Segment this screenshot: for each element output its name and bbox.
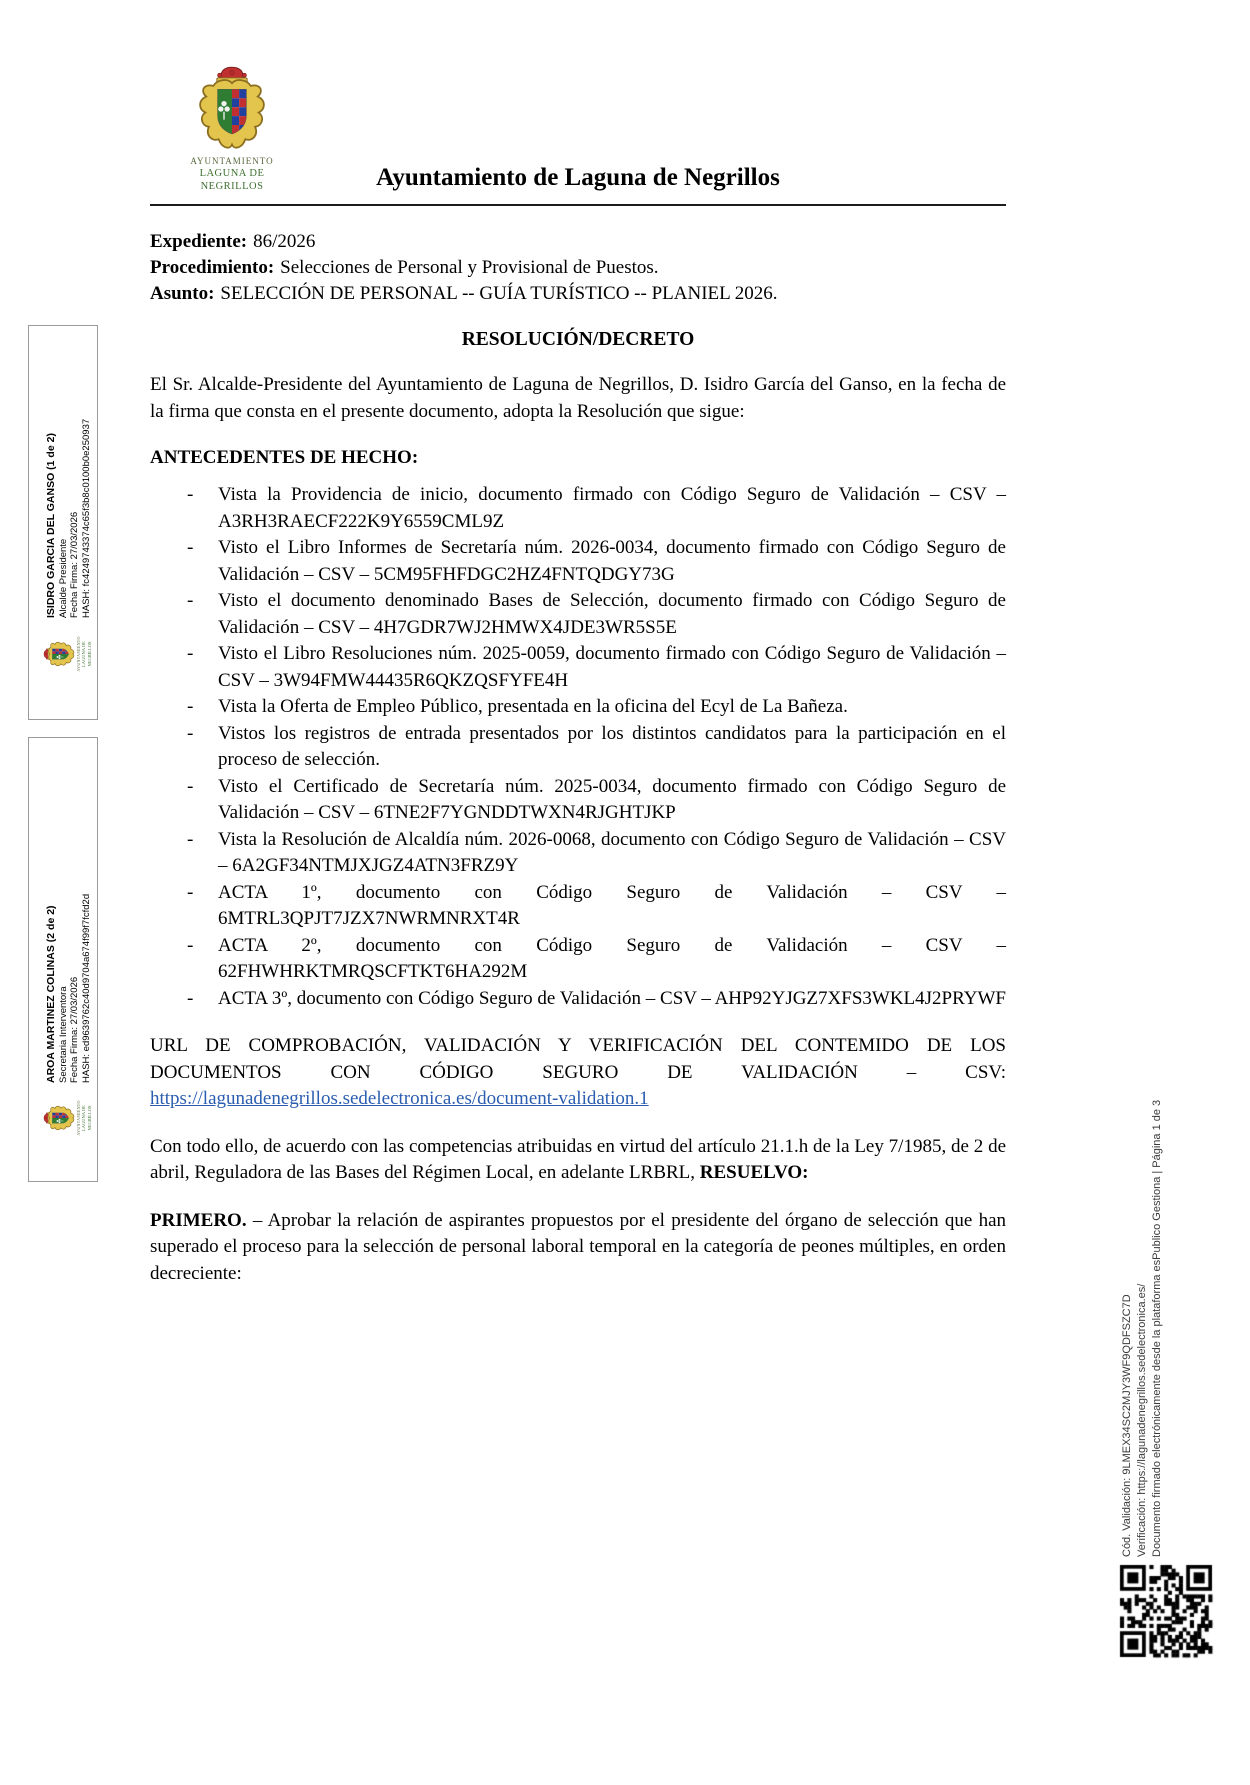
antecedente-text: Vistos los registros de entrada presentados por los distintos candidatos para la participación en el proceso de selección. [218, 722, 1006, 770]
antecedente-item [150, 986, 1006, 1013]
doc-type-heading: RESOLUCIÓN/DECRETO [461, 329, 695, 350]
signature-crest-caption: AYUNTAMIENTO [76, 1100, 81, 1136]
coat-of-arms-icon [43, 1103, 76, 1133]
primero-text: – Aprobar la relación de aspirantes propuestos por el presidente del órgano de selección que han superado el proceso para la selección de personal laboral temporal en la categoría de peones múltiples, en orden decreciente: [150, 1209, 1007, 1284]
page-title: Ayuntamiento de Laguna de Negrillos [376, 164, 780, 191]
coat-of-arms-icon [43, 639, 76, 669]
verification-url-line: Verificación: https://lagunadenegrillos.sedelectronica.es/ [1136, 1283, 1148, 1557]
signature-block-2 [28, 737, 98, 1182]
antecedente-text: Visto el Certificado de Secretaría núm. 2025-0034, documento firmado con Código Seguro de Validación – CSV – 6TNE2F7YGNDDTWXN4RJGHTJKP [218, 775, 1006, 823]
antecedente-text: ACTA 1º, documento con Código Seguro de Validación – CSV – 6MTRL3QPJT7JZX7NWRMNRXT4R [218, 881, 1006, 929]
asunto-line [150, 281, 1006, 307]
primero-label: PRIMERO. [150, 1209, 247, 1231]
antecedente-text: ACTA 2º, documento con Código Seguro de Validación – CSV – 62FHWHRKTMRQSCFTKT6HA292M [218, 934, 1006, 982]
signature-hash: HASH: ed9639762c40d9704a674f99f7fcfd2d [80, 893, 92, 1083]
antecedente-text: Visto el Libro Informes de Secretaría núm. 2026-0034, documento firmado con Código Seguro de Validación – CSV – 5CM95FHFDGC2HZ4FNTQDGY73G [218, 537, 1006, 585]
competencias-text: Con todo ello, de acuerdo con las competencias atribuidas en virtud del artículo 21.1.h de la Ley 7/1985, de 2 de abril, Reguladora de las Bases del Régimen Local, en adelante LRBRL, [150, 1135, 1006, 1183]
validation-code-line: Cód. Validación: 9LMEX34SC2MJY3WF9QDFSZC7D [1121, 1294, 1133, 1557]
antecedente-text: ACTA 3º, documento con Código Seguro de Validación – CSV – AHP92YJGZ7XFS3WKL4J2PRYWF [218, 987, 1006, 1009]
list-dash-marker: - [187, 722, 194, 744]
antecedente-item [150, 721, 1006, 774]
list-dash-marker: - [187, 881, 194, 903]
signature-crest-caption: LAGUNA DE NEGRILLOS [81, 641, 92, 667]
primero-paragraph [150, 1208, 1006, 1288]
list-dash-marker: - [187, 775, 194, 797]
signature-crest-caption: AYUNTAMIENTO [76, 636, 81, 672]
signature-block-1 [28, 325, 98, 720]
antecedente-text: Vista la Oferta de Empleo Público, presentada en la oficina del Ecyl de La Bañeza. [218, 696, 848, 717]
antecedentes-list [150, 482, 1006, 1012]
list-dash-marker: - [187, 696, 194, 717]
list-dash-marker: - [187, 643, 194, 664]
platform-page-line: Documento firmado electrónicamente desde la plataforma esPublico Gestiona | Página 1 de 3 [1151, 1099, 1163, 1557]
list-dash-marker: - [187, 484, 194, 505]
antecedente-item [150, 933, 1006, 986]
antecedente-item [150, 641, 1006, 694]
url-paragraph: URL DE COMPROBACIÓN, VALIDACIÓN Y VERIFICACIÓN DEL CONTEMIDO DE LOS DOCUMENTOS CON CÓDIGO SEGURO DE VALIDACIÓN – CSV: [150, 1035, 1006, 1083]
antecedente-item [150, 535, 1006, 588]
procedimiento-line [150, 255, 1006, 281]
procedimiento-value: Selecciones de Personal y Provisional de Puestos. [280, 257, 659, 278]
signature-1-crest [37, 626, 92, 672]
signature-crest-caption: LAGUNA DE NEGRILLOS [81, 1105, 92, 1131]
antecedente-text: Vista la Providencia de inicio, documento firmado con Código Seguro de Validación – CSV – A3RH3RAECF222K9Y6559CML9Z [218, 484, 1006, 532]
document-body [150, 229, 1006, 1287]
antecedente-text: Visto el documento denominado Bases de Selección, documento firmado con Código Seguro de Validación – CSV – 4H7GDR7WJ2HMWX4JDE3WR5S5E [218, 590, 1006, 638]
antecedente-item [150, 482, 1006, 535]
signer-name: AROA MARTINEZ COLINAS (2 de 2) [45, 905, 57, 1083]
antecedente-text: Visto el Libro Resoluciones núm. 2025-0059, documento firmado con Código Seguro de Validación – CSV – 3W94FMW44435R6QKZQSFYFE4H [218, 643, 1006, 691]
logo-caption-line2: LAGUNA DE NEGRILLOS [199, 168, 265, 192]
expediente-value: 86/2026 [253, 231, 316, 252]
antecedente-item [150, 827, 1006, 880]
qr-code [1117, 1562, 1215, 1660]
antecedente-item [150, 880, 1006, 933]
resuelvo-label: RESUELVO: [699, 1162, 809, 1183]
validation-link[interactable]: https://lagunadenegrillos.sedelectronica.es/document-validation.1 [150, 1088, 649, 1109]
antecedente-item [150, 694, 1006, 721]
procedimiento-label: Procedimiento: [150, 257, 275, 278]
signature-hash: HASH: fc4249743374c65f3b8c0100b0e250937 [80, 418, 92, 618]
logo-caption-line1: AYUNTAMIENTO [190, 156, 274, 166]
asunto-value: SELECCIÓN DE PERSONAL -- GUÍA TURÍSTICO -- PLANIEL 2026. [220, 283, 778, 304]
list-dash-marker: - [187, 590, 194, 611]
signature-1-text [45, 346, 92, 618]
signature-2-text [45, 783, 92, 1083]
signer-role: Secretaria Interventora [57, 986, 69, 1083]
signer-name: ISIDRO GARCIA DEL GANSO (1 de 2) [45, 433, 57, 618]
asunto-label: Asunto: [150, 283, 215, 304]
antecedente-text: Vista la Resolución de Alcaldía núm. 2026-0068, documento con Código Seguro de Validación – CSV – 6A2GF34NTMJXJGZ4ATN3FRZ9Y [218, 828, 1006, 876]
list-dash-marker: - [187, 537, 194, 558]
signature-date: Fecha Firma: 27/03/2026 [69, 976, 80, 1083]
antecedente-item [150, 588, 1006, 641]
antecedente-item [150, 774, 1006, 827]
intro-paragraph: El Sr. Alcalde-Presidente del Ayuntamiento de Laguna de Negrillos, D. Isidro García del Ganso, en la fecha de la firma que consta en el presente documento, adopta la Resolución que sigue: [150, 374, 1006, 422]
competencias-paragraph [150, 1134, 1006, 1187]
list-dash-marker: - [187, 934, 194, 956]
signature-date: Fecha Firma: 27/03/2026 [69, 511, 80, 618]
validation-link-line [150, 1086, 1006, 1113]
header-divider [150, 204, 1006, 206]
list-dash-marker: - [187, 987, 194, 1009]
signature-2-crest [37, 1090, 92, 1136]
expediente-label: Expediente: [150, 231, 248, 252]
antecedentes-heading: ANTECEDENTES DE HECHO: [150, 447, 419, 468]
expediente-line [150, 229, 1006, 255]
signer-role: Alcalde Presidente [57, 538, 69, 618]
coat-of-arms-icon [192, 64, 272, 154]
list-dash-marker: - [187, 828, 194, 850]
